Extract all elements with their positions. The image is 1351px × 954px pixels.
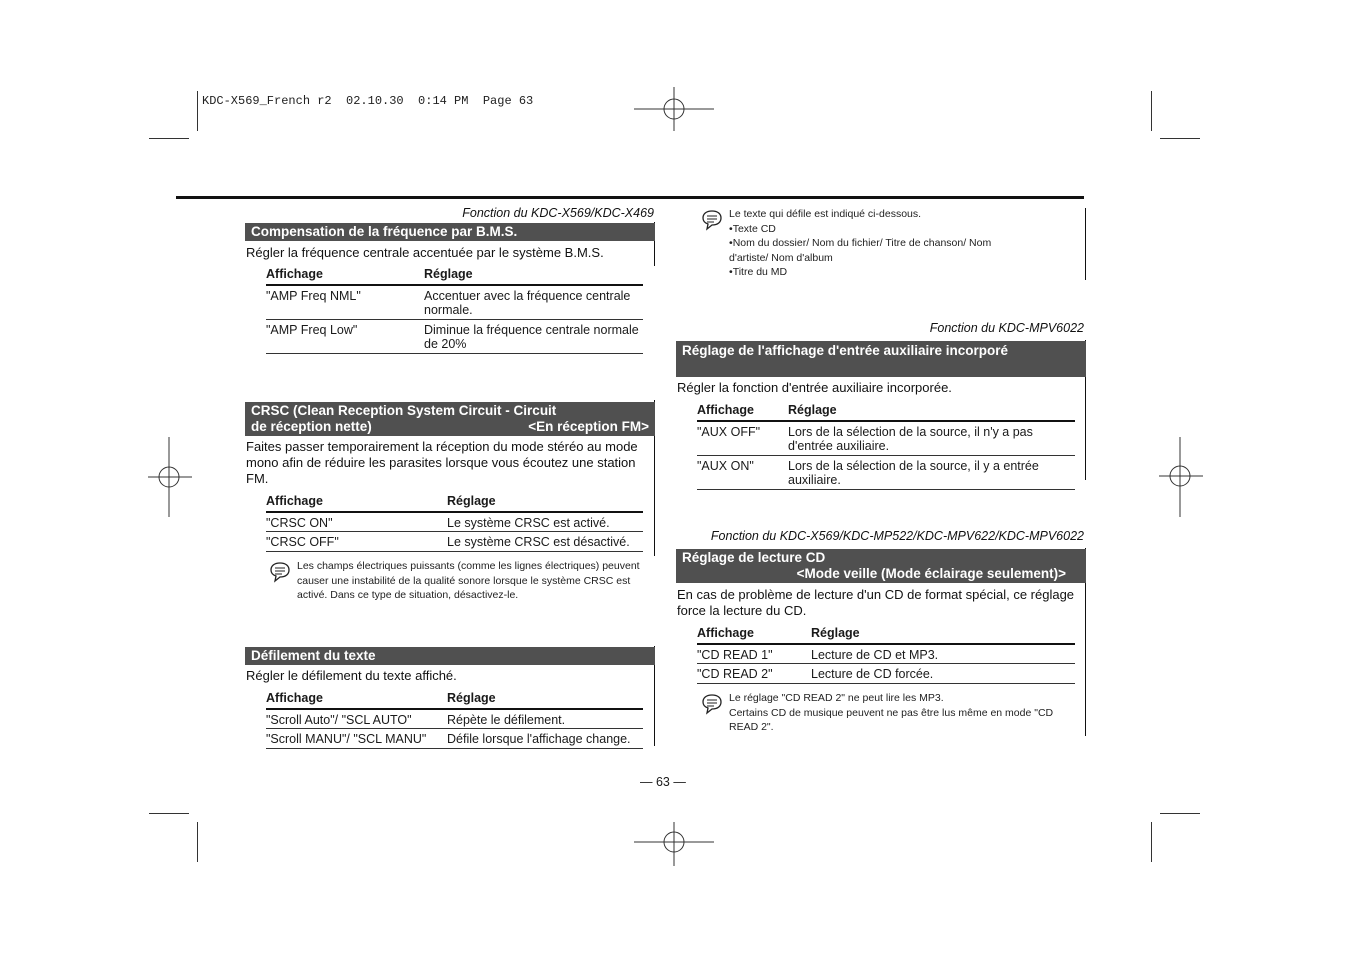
function-label: Fonction du KDC-X569/KDC-MP522/KDC-MPV622/KDC-MPV6022 — [710, 529, 1084, 543]
note-icon — [701, 209, 723, 231]
section-title-bms: Compensation de la fréquence par B.M.S. — [245, 223, 655, 241]
settings-table-crsc — [266, 494, 643, 552]
registration-mark-icon — [1159, 437, 1203, 517]
table-row: "AMP Freq Low" Diminue la fréquence centrale normale de 20% — [266, 319, 643, 353]
section-title-crsc: CRSC (Clean Reception System Circuit - Circuit de réception nette) <En réception FM> — [245, 402, 655, 436]
table-header: Affichage — [697, 403, 788, 421]
table-row: "CD READ 2" Lecture de CD forcée. — [697, 664, 1075, 684]
crop-mark — [197, 91, 198, 131]
table-header: Réglage — [811, 626, 1075, 644]
print-slug: KDC-X569_French r2 02.10.30 0:14 PM Page 63 — [202, 94, 534, 108]
table-header: Affichage — [697, 626, 811, 644]
settings-table-bms — [266, 267, 643, 354]
settings-table-cd-read — [697, 626, 1075, 684]
registration-mark-icon — [148, 437, 192, 517]
table-header: Réglage — [447, 691, 643, 709]
section-title-aux: Réglage de l'affichage d'entrée auxiliaire incorporé — [676, 341, 1086, 377]
crop-mark — [149, 138, 189, 139]
section-intro: Régler la fréquence centrale accentuée par le système B.M.S. — [246, 245, 604, 260]
section-title-cd-read: Réglage de lecture CD <Mode veille (Mode éclairage seulement)> — [676, 549, 1086, 583]
table-row: "AUX OFF" Lors de la sélection de la source, il n'y a pas d'entrée auxiliaire. — [697, 421, 1075, 456]
registration-mark-icon — [634, 87, 714, 131]
list-item: • Nom du dossier/ Nom du fichier/ Titre de chanson/ Nom d'artiste/ Nom d'album — [729, 236, 1009, 265]
crop-mark — [1151, 822, 1152, 862]
crop-mark — [197, 822, 198, 862]
registration-mark-icon — [634, 822, 714, 866]
section-intro: En cas de problème de lecture d'un CD de format spécial, ce réglage force la lecture du CD. — [677, 587, 1075, 618]
table-row: "AUX ON" Lors de la sélection de la source, il y a entrée auxiliaire. — [697, 455, 1075, 489]
page-number: — 63 — — [640, 775, 686, 789]
crop-mark — [1151, 91, 1152, 131]
table-header: Réglage — [424, 267, 643, 285]
table-header: Réglage — [447, 494, 643, 512]
note-icon — [701, 693, 723, 715]
section-intro: Faites passer temporairement la réception du mode stéréo au mode mono afin de réduire les parasites lorsque vous écoutez une station FM. — [246, 439, 638, 486]
list-item: • Titre du MD — [729, 265, 1009, 280]
crop-mark — [149, 813, 189, 814]
table-row: "CRSC ON" Le système CRSC est activé. — [266, 512, 643, 532]
function-label: Fonction du KDC-X569/KDC-X469 — [462, 206, 654, 220]
note-icon — [269, 561, 291, 583]
cd-read-note: Le réglage "CD READ 2" ne peut lire les MP3. Certains CD de musique peuvent ne pas être lus même en mode "CD READ 2". — [729, 692, 1054, 733]
list-item: • Texte CD — [729, 222, 1009, 237]
table-row: "Scroll Auto"/ "SCL AUTO" Répète le défilement. — [266, 709, 643, 729]
settings-table-scroll — [266, 691, 643, 749]
table-row: "AMP Freq NML" Accentuer avec la fréquence centrale normale. — [266, 285, 643, 320]
table-row: "Scroll MANU"/ "SCL MANU" Défile lorsque l'affichage change. — [266, 729, 643, 749]
section-intro: Régler le défilement du texte affiché. — [246, 668, 457, 683]
crop-mark — [1160, 138, 1200, 139]
table-header: Réglage — [788, 403, 1075, 421]
section-intro: Régler la fonction d'entrée auxiliaire incorporée. — [677, 380, 952, 395]
note-text: Les champs électriques puissants (comme les lignes électriques) peuvent causer une instabilité de la qualité sonore lorsque le système CRSC est activé. Dans ce type de situation, désactivez-le. — [297, 560, 640, 601]
table-header: Affichage — [266, 691, 447, 709]
table-row: "CD READ 1" Lecture de CD et MP3. — [697, 644, 1075, 664]
column-rule — [1085, 208, 1086, 280]
table-row: "CRSC OFF" Le système CRSC est désactivé. — [266, 532, 643, 552]
top-rule — [176, 196, 1084, 199]
settings-table-aux — [697, 403, 1075, 490]
scroll-text-note: Le texte qui défile est indiqué ci-dessous. • Texte CD • Nom du dossier/ Nom du fichier/ Titre de chanson/ Nom d'artiste/ Nom d'album • Titre du MD — [729, 207, 1009, 280]
crop-mark — [1160, 813, 1200, 814]
function-label: Fonction du KDC-MPV6022 — [929, 321, 1084, 335]
table-header: Affichage — [266, 267, 424, 285]
section-title-scroll: Défilement du texte — [245, 647, 655, 665]
table-header: Affichage — [266, 494, 447, 512]
